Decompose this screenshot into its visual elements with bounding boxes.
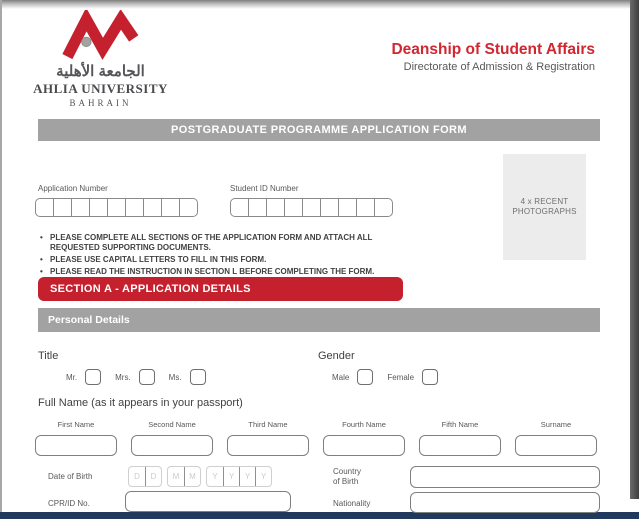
section-a-header: SECTION A - APPLICATION DETAILS (38, 277, 403, 301)
gender-female-label: Female (387, 372, 415, 382)
country-of-birth-input[interactable] (410, 466, 600, 488)
personal-details-header: Personal Details (38, 308, 600, 332)
department-header (391, 41, 595, 73)
dob-year-group: Y Y Y Y (206, 466, 272, 487)
name-column (419, 420, 501, 456)
gender-male-checkbox[interactable] (357, 369, 373, 385)
title-ms-label: Ms. (168, 372, 182, 382)
surname-input[interactable] (515, 435, 597, 456)
title-group-label: Title (38, 350, 59, 362)
fifth-name-label: Fifth Name (441, 420, 479, 429)
gender-options (332, 369, 438, 385)
student-id-number-field[interactable] (230, 198, 393, 217)
logo-university-name: AHLIA UNIVERSITY (33, 81, 168, 96)
name-column (35, 420, 117, 456)
left-edge-strip (0, 0, 2, 519)
form-title-bar: POSTGRADUATE PROGRAMME APPLICATION FORM (38, 119, 600, 141)
title-mrs-label: Mrs. (115, 372, 131, 382)
fourth-name-label: Fourth Name (342, 420, 386, 429)
country-of-birth-label: Country of Birth (333, 467, 362, 486)
student-id-number-label: Student ID Number (230, 184, 299, 193)
surname-label: Surname (540, 420, 572, 429)
photo-box-line2: PHOTOGRAPHS (512, 207, 577, 216)
deanship-title: Deanship of Student Affairs (391, 41, 595, 58)
name-column (227, 420, 309, 456)
gender-female-checkbox[interactable] (422, 369, 438, 385)
instruction-item: • PLEASE USE CAPITAL LETTERS TO FILL IN THIS FORM. (40, 255, 412, 265)
name-column (323, 420, 405, 456)
title-mr-label: Mr. (66, 372, 78, 382)
right-edge-strip (630, 0, 639, 499)
title-mr-checkbox[interactable] (85, 369, 101, 385)
third-name-label: Third Name (248, 420, 288, 429)
full-name-label: Full Name (as it appears in your passport) (38, 397, 243, 409)
title-ms-checkbox[interactable] (190, 369, 206, 385)
gender-male-label: Male (332, 372, 350, 382)
dob-month-group: M M (167, 466, 201, 487)
third-name-input[interactable] (227, 435, 309, 456)
university-logo (28, 10, 173, 108)
gender-group-label: Gender (318, 350, 355, 362)
logo-country-name: BAHRAIN (69, 98, 132, 108)
instruction-item: • PLEASE READ THE INSTRUCTION IN SECTION L BEFORE COMPLETING THE FORM. (40, 267, 412, 277)
photo-box-line1: 4 x RECENT (520, 197, 569, 206)
second-name-input[interactable] (131, 435, 213, 456)
instruction-item: • PLEASE COMPLETE ALL SECTIONS OF THE APPLICATION FORM AND ATTACH ALL REQUESTED SUPPORTING DOCUMENTS. (40, 233, 412, 252)
name-column (515, 420, 597, 456)
cpr-id-input[interactable] (125, 491, 291, 512)
name-column (131, 420, 213, 456)
application-number-field[interactable] (35, 198, 198, 217)
first-name-label: First Name (57, 420, 95, 429)
fifth-name-input[interactable] (419, 435, 501, 456)
nationality-input[interactable] (410, 492, 600, 513)
directorate-subtitle: Directorate of Admission & Registration (403, 61, 595, 73)
nationality-label: Nationality (333, 499, 371, 508)
instructions-list (40, 233, 412, 279)
date-of-birth-field[interactable] (128, 466, 277, 487)
fourth-name-input[interactable] (323, 435, 405, 456)
photo-placeholder-box (503, 154, 586, 260)
university-logo-icon (56, 10, 146, 60)
dob-day-group: D D (128, 466, 162, 487)
logo-arabic-text: الجامعة الأهلية (56, 63, 145, 80)
first-name-input[interactable] (35, 435, 117, 456)
full-name-grid (35, 420, 597, 456)
date-of-birth-label: Date of Birth (48, 472, 93, 481)
title-options (66, 369, 206, 385)
title-mrs-checkbox[interactable] (139, 369, 155, 385)
second-name-label: Second Name (148, 420, 196, 429)
top-edge-strip (0, 0, 639, 9)
cpr-id-label: CPR/ID No. (48, 499, 90, 508)
bottom-navy-strip (0, 512, 639, 519)
application-number-label: Application Number (38, 184, 108, 193)
